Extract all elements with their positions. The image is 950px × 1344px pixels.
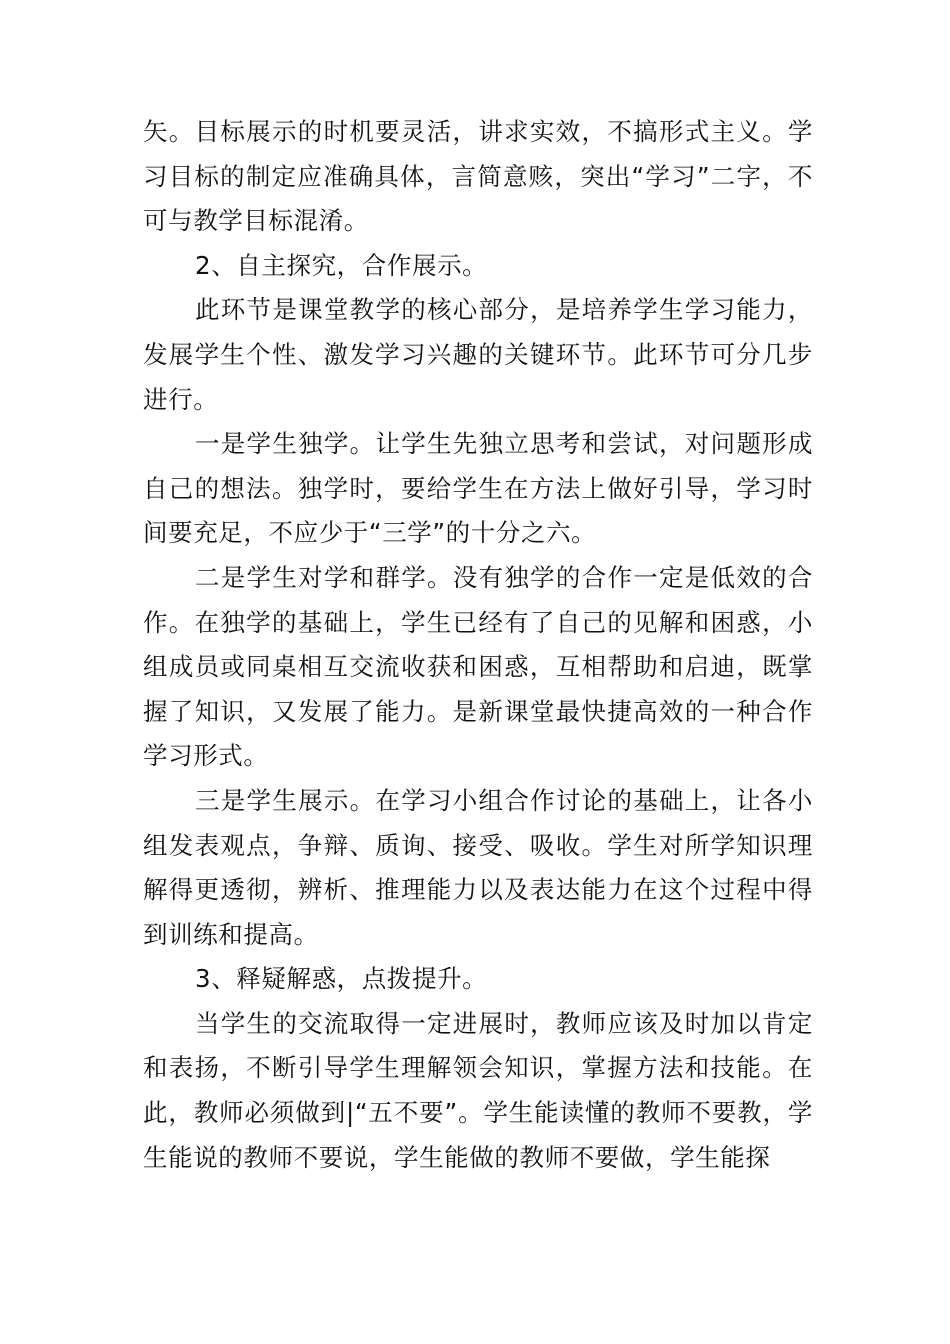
paragraph-5: 二是学生对学和群学。没有独学的合作一定是低效的合作。在独学的基础上，学生已经有了自己的见解和困惑，小组成员或同桌相互交流收获和困惑，互相帮助和启迪，既掌握了知识，又发展了能力。是新课堂最快捷高效的一种合作学习形式。 [143, 562, 813, 771]
heading-2-self-inquiry: 2、自主探究，合作展示。 [195, 250, 488, 280]
paragraph-6: 三是学生展示。在学习小组合作讨论的基础上，让各小组发表观点，争辩、质询、接受、吸收。学生对所学知识理解得更透彻，辨析、推理能力以及表达能力在这个过程中得到训练和提高。 [143, 785, 813, 949]
paragraph-3: 此环节是课堂教学的核心部分，是培养学生学习能力，发展学生个性、激发学习兴趣的关键环节。此环节可分几步进行。 [143, 295, 813, 414]
paragraph-1: 矢。目标展示的时机要灵活，讲求实效，不搞形式主义。学习目标的制定应准确具体，言简意赅，突出“学习”二字，不可与教学目标混淆。 [143, 117, 813, 236]
paragraph-4: 一是学生独学。让学生先独立思考和尝试，对问题形成自己的想法。独学时，要给学生在方法上做好引导，学习时间要充足，不应少于“三学”的十分之六。 [143, 429, 813, 548]
document-body [143, 110, 813, 1180]
heading-3-clarify: 3、释疑解惑，点拨提升。 [195, 964, 488, 994]
paragraph-8: 当学生的交流取得一定进展时，教师应该及时加以肯定和表扬，不断引导学生理解领会知识，掌握方法和技能。在此，教师必须做到|“五不要”。学生能读懂的教师不要教，学生能说的教师不要说，学生能做的教师不要做，学生能探 [143, 1008, 813, 1172]
